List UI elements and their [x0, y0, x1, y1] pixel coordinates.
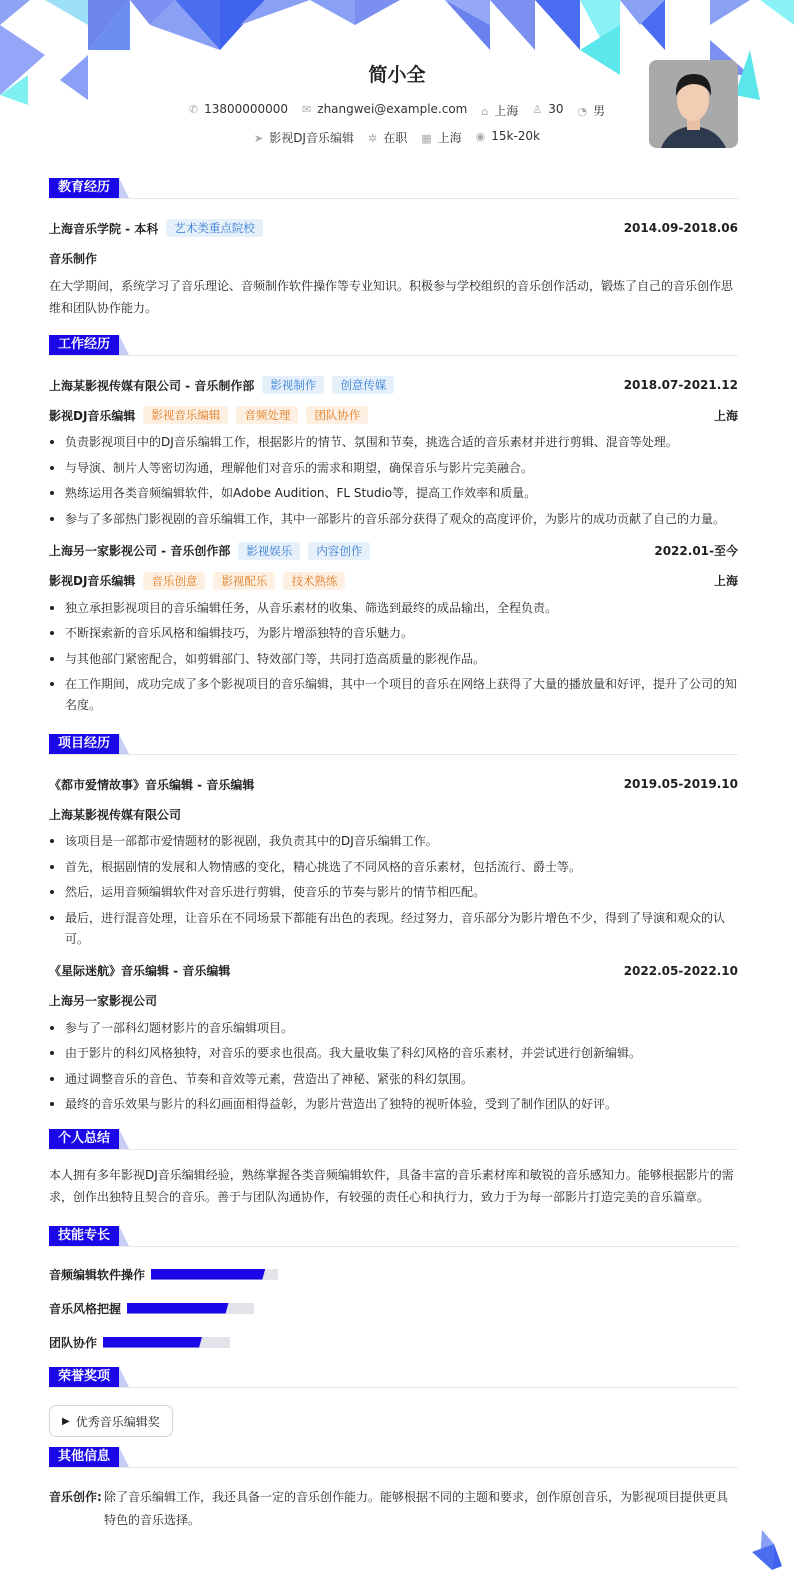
- project-entry: [49, 773, 738, 950]
- bullet-item: 独立承担影视项目的音乐编辑任务，从音乐素材的收集、筛选到最终的成品输出，全程负责。: [49, 598, 738, 619]
- tag: 内容创作: [308, 542, 370, 560]
- bullet-item: 最终的音乐效果与影片的科幻画面相得益彰，为影片营造出了独特的视听体验，受到了制作团队的好评。: [49, 1094, 738, 1115]
- bullet-item: 该项目是一部都市爱情题材的影视剧，我负责其中的DJ音乐编辑工作。: [49, 831, 738, 852]
- company: 上海另一家影视公司 - 音乐创作部: [49, 544, 231, 558]
- project-company: 上海某影视传媒有限公司: [49, 807, 182, 822]
- project-company: 上海另一家影视公司: [49, 994, 158, 1008]
- work-entry: [49, 374, 738, 530]
- bullet-item: 参与了一部科幻题材影片的音乐编辑项目。: [49, 1018, 738, 1039]
- section-title: 教育经历: [49, 178, 119, 198]
- target-city: 上海: [437, 131, 462, 145]
- skill-name: 音乐风格把握: [49, 1301, 122, 1316]
- email: zhangwei@example.com: [317, 102, 468, 116]
- major: 音乐制作: [49, 251, 98, 266]
- work-entry: [49, 540, 738, 717]
- candidate-name: 简小全: [368, 64, 426, 86]
- skill-item: [49, 1263, 399, 1285]
- section-work: [49, 335, 738, 356]
- age-icon: ♙: [532, 103, 543, 116]
- bullet-item: 在工作期间，成功完成了多个影视项目的音乐编辑，其中一个项目的音乐在网络上获得了大量的播放量和好评，提升了公司的知名度。: [49, 674, 738, 716]
- send-icon: ➤: [253, 132, 264, 145]
- city: 上海: [713, 574, 738, 588]
- home-icon: ⌂: [481, 105, 489, 118]
- status-icon: ✲: [367, 132, 378, 145]
- other-info: [49, 1486, 738, 1532]
- role: 影视DJ音乐编辑: [49, 574, 136, 588]
- job-status: 在职: [383, 131, 408, 145]
- tag: 影视制作: [262, 376, 324, 394]
- bullet-item: 与导演、制片人等密切沟通，理解他们对音乐的需求和期望，确保音乐与影片完美融合。: [49, 458, 738, 479]
- role: 影视DJ音乐编辑: [49, 408, 136, 423]
- other-key: 音乐创作:: [49, 1490, 102, 1504]
- tag: 影视音乐编辑: [143, 406, 228, 424]
- phone: 13800000000: [204, 102, 289, 116]
- company: 上海某影视传媒有限公司 - 音乐制作部: [49, 378, 255, 393]
- email-icon: ✉: [302, 103, 312, 116]
- gender-icon: ◔: [577, 105, 588, 118]
- section-awards: [49, 1367, 738, 1388]
- date: 2019.05-2019.10: [623, 777, 738, 791]
- corner-decoration: [752, 1530, 794, 1579]
- bullet-item: 通过调整音乐的音色、节奏和音效等元素，营造出了神秘、紧张的科幻氛围。: [49, 1069, 738, 1090]
- section-education: [49, 178, 738, 199]
- avatar: [649, 60, 738, 148]
- section-title: 技能专长: [49, 1226, 119, 1246]
- building-icon: ▦: [421, 132, 432, 145]
- award-name: 优秀音乐编辑奖: [75, 1414, 160, 1429]
- section-title: 项目经历: [49, 734, 119, 754]
- tag: 创意传媒: [332, 376, 394, 394]
- salary: 15k-20k: [491, 129, 541, 143]
- other-value: 除了音乐编辑工作，我还具备一定的音乐创作能力。能够根据不同的主题和要求，创作原创音乐，为影视项目提供更具特色的音乐选择。: [104, 1490, 729, 1527]
- skill-name: 团队协作: [49, 1335, 98, 1350]
- phone-icon: ✆: [188, 103, 199, 116]
- skill-bar: [127, 1303, 254, 1314]
- skill-bar-fill: [151, 1269, 265, 1280]
- section-summary: [49, 1129, 738, 1150]
- bullet-item: 不断探索新的音乐风格和编辑技巧，为影片增添独特的音乐魅力。: [49, 623, 738, 644]
- bullet-item: 负责影视项目中的DJ音乐编辑工作，根据影片的情节、氛围和节奏，挑选合适的音乐素材并进行剪辑、混音等处理。: [49, 432, 738, 453]
- gender: 男: [593, 104, 606, 118]
- triangle-icon: ▶: [62, 1415, 70, 1427]
- tag: 影视配乐: [213, 572, 275, 590]
- award-item: [49, 1405, 173, 1437]
- school: 上海音乐学院 - 本科: [49, 221, 159, 236]
- city: 上海: [713, 408, 738, 423]
- job-title: 影视DJ音乐编辑: [269, 131, 354, 145]
- city: 上海: [494, 104, 519, 118]
- skill-name: 音频编辑软件操作: [49, 1267, 146, 1282]
- skill-item: [49, 1297, 399, 1319]
- bullet-item: 然后，运用音频编辑软件对音乐进行剪辑，使音乐的节奏与影片的情节相匹配。: [49, 882, 738, 903]
- tag: 技术熟练: [283, 572, 345, 590]
- skill-bar: [103, 1337, 230, 1348]
- tag: 影视娱乐: [238, 542, 300, 560]
- section-title: 工作经历: [49, 335, 119, 355]
- bullet-item: 最后，进行混音处理，让音乐在不同场景下都能有出色的表现。经过努力，音乐部分为影片增色不少，得到了导演和观众的认可。: [49, 908, 738, 950]
- age: 30: [548, 102, 564, 116]
- section-title: 其他信息: [49, 1447, 119, 1467]
- summary-text: 本人拥有多年影视DJ音乐编辑经验，熟练掌握各类音频编辑软件，具备丰富的音乐素材库和敏锐的音乐感知力。能够根据影片的需求，创作出独特且契合的音乐。善于与团队沟通协作，有较强的责任心和执行力，致力于为每一部影片打造完美的音乐篇章。: [49, 1168, 734, 1204]
- bullet-item: 首先，根据剧情的发展和人物情感的变化，精心挑选了不同风格的音乐素材，包括流行、爵士等。: [49, 857, 738, 878]
- skill-item: [49, 1331, 399, 1353]
- section-title: 个人总结: [49, 1129, 119, 1149]
- tag: 团队协作: [306, 406, 368, 424]
- tag: 音频处理: [236, 406, 298, 424]
- education-entry: [49, 217, 738, 239]
- salary-icon: ◉: [475, 130, 486, 143]
- section-title: 荣誉奖项: [49, 1367, 119, 1387]
- project-name: 《都市爱情故事》音乐编辑 - 音乐编辑: [49, 777, 255, 792]
- project-name: 《星际迷航》音乐编辑 - 音乐编辑: [49, 964, 231, 978]
- skill-bar-fill: [127, 1303, 229, 1314]
- skill-bar-fill: [103, 1337, 202, 1348]
- education-desc: 在大学期间，系统学习了音乐理论、音频制作软件操作等专业知识。积极参与学校组织的音乐创作活动，锻炼了自己的音乐创作思维和团队协作能力。: [49, 279, 734, 315]
- skill-bar: [151, 1269, 278, 1280]
- date: 2018.07-2021.12: [623, 378, 738, 392]
- project-entry: [49, 960, 738, 1116]
- bullet-item: 与其他部门紧密配合，如剪辑部门、特效部门等，共同打造高质量的影视作品。: [49, 649, 738, 670]
- tag: 音乐创意: [143, 572, 205, 590]
- bullet-item: 由于影片的科幻风格独特，对音乐的要求也很高。我大量收集了科幻风格的音乐素材，并尝试进行创新编辑。: [49, 1043, 738, 1064]
- bullet-item: 熟练运用各类音频编辑软件，如Adobe Audition、FL Studio等，提高工作效率和质量。: [49, 483, 738, 504]
- school-tag: 艺术类重点院校: [166, 219, 263, 237]
- bullet-item: 参与了多部热门影视剧的音乐编辑工作，其中一部影片的音乐部分获得了观众的高度评价，为影片的成功贡献了自己的力量。: [49, 509, 738, 530]
- section-skills: [49, 1226, 738, 1247]
- date: 2014.09-2018.06: [623, 221, 738, 235]
- section-other: [49, 1447, 738, 1468]
- date: 2022.05-2022.10: [623, 963, 738, 978]
- section-projects: [49, 734, 738, 755]
- date: 2022.01-至今: [654, 544, 738, 558]
